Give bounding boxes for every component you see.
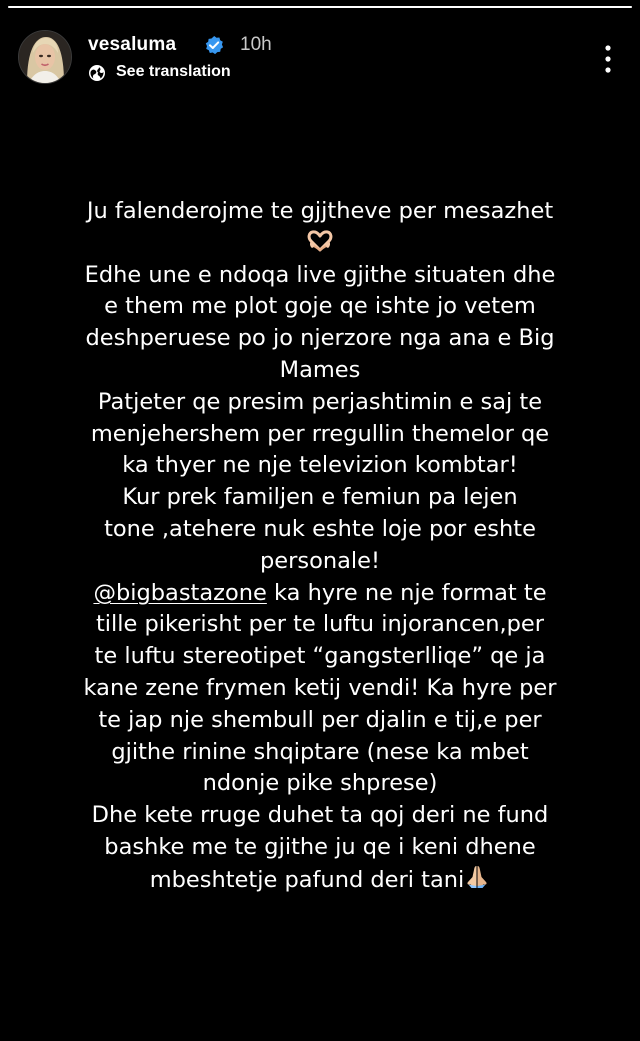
story-progress-bar — [8, 6, 632, 8]
text-line: ka thyer ne nje televizion kombtar! — [122, 452, 518, 479]
text-line-emoji — [20, 864, 620, 897]
avatar[interactable] — [18, 30, 72, 84]
heart-hands-emoji — [307, 230, 333, 252]
text-line: tille pikerisht per te luftu injorancen,per — [95, 611, 545, 638]
story-progress-fill — [8, 6, 632, 8]
text-line: Edhe une e ndoqa live gjithe situaten dhe — [84, 261, 556, 288]
more-vertical-icon[interactable] — [602, 44, 614, 74]
text-line: Kur prek familjen e femiun pa lejen — [122, 484, 518, 511]
text-line: ndonje pike shprese) — [202, 770, 438, 797]
text-line: bashke me te gjithe ju qe i keni dhene — [104, 833, 536, 860]
text-line-mention — [20, 578, 620, 610]
story-text — [20, 196, 620, 897]
post-time: 10h — [240, 34, 272, 55]
text-line: tone ,atehere nuk eshte loje por eshte — [104, 515, 536, 542]
text-line: e them me plot goje qe ishte jo vetem — [104, 293, 536, 320]
text-fragment: ka hyre ne nje format te — [266, 579, 547, 606]
text-line: gjithe rinine shqiptare (nese ka mbet — [111, 738, 529, 765]
verified-badge-icon — [204, 35, 224, 55]
text-line: kane zene frymen ketij vendi! Ka hyre per — [83, 674, 557, 701]
text-fragment: mbeshtetje pafund deri tani — [149, 866, 465, 893]
text-line: deshperuese po jo njerzore nga ana e Big — [85, 325, 555, 352]
text-line: Mames — [279, 356, 361, 383]
text-line: te jap nje shembull per djalin e tij,e per — [98, 706, 542, 733]
text-line: personale! — [259, 547, 381, 574]
username[interactable]: vesaluma — [88, 34, 177, 55]
text-line: te luftu stereotipet “gangsterlliqe” qe ja — [94, 643, 546, 670]
text-line-emoji — [20, 228, 620, 260]
text-line: menjehershem per rregullin themelor qe — [90, 420, 550, 447]
story-header — [18, 30, 624, 86]
text-line: Patjeter qe presim perjashtimin e saj te — [97, 388, 543, 415]
text-line: Dhe kete rruge duhet ta qoj deri ne fund — [91, 802, 549, 829]
globe-icon — [88, 64, 106, 82]
translate-label: See translation — [116, 63, 231, 80]
mention-link[interactable]: @bigbastazone — [93, 579, 267, 606]
folded-hands-emoji — [464, 864, 490, 890]
text-line: Ju falenderojme te gjjtheve per mesazhet — [86, 198, 554, 224]
